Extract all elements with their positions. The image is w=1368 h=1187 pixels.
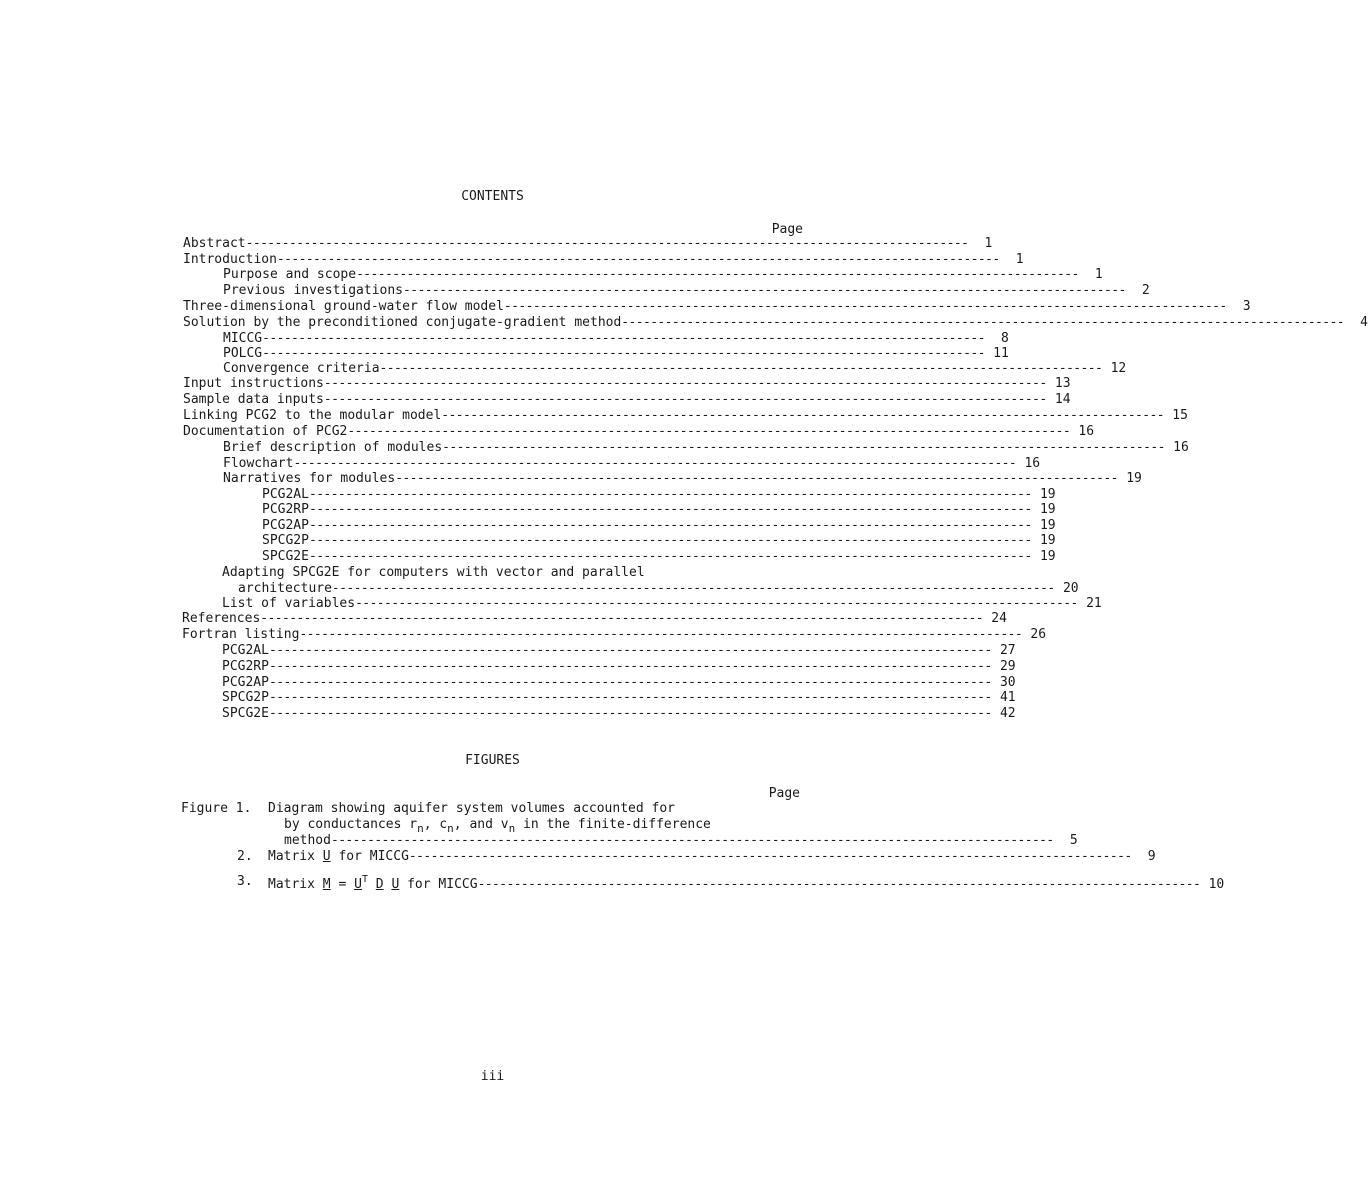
contents-heading: CONTENTS: [461, 189, 524, 204]
figure-entry-line: Matrix U for MICCG ---------------------------------------------------------------------------------------------------- 9: [268, 849, 1156, 864]
figure-entry-line: method ---------------------------------------------------------------------------------------------------- 5: [284, 833, 1078, 848]
dot-leader: ----------------------------------------------------------------------------------------------------: [262, 346, 985, 361]
figure-caption: Diagram showing aquifer system volumes accounted for: [268, 801, 675, 816]
toc-entry: Linking PCG2 to the modular model ---------------------------------------------------------------------------------------------------- 15: [183, 408, 1188, 423]
dot-leader: ----------------------------------------------------------------------------------------------------: [293, 456, 1017, 471]
dot-leader: ----------------------------------------------------------------------------------------------------: [403, 283, 1126, 298]
dot-leader: ----------------------------------------------------------------------------------------------------: [442, 440, 1165, 455]
dot-leader: ----------------------------------------------------------------------------------------------------: [356, 267, 1079, 282]
toc-entry-continued: Adapting SPCG2E for computers with vector and parallel: [222, 565, 645, 580]
toc-entry: Sample data inputs ---------------------------------------------------------------------------------------------------- 14: [183, 392, 1071, 407]
toc-entry: Input instructions ---------------------------------------------------------------------------------------------------- 13: [183, 376, 1071, 391]
toc-entry: Narratives for modules ---------------------------------------------------------------------------------------------------- 19: [223, 471, 1142, 486]
dot-leader: ----------------------------------------------------------------------------------------------------: [379, 361, 1103, 376]
toc-entry: PCG2AP ---------------------------------------------------------------------------------------------------- 19: [262, 518, 1056, 533]
dot-leader: ----------------------------------------------------------------------------------------------------: [441, 408, 1164, 423]
toc-entry: Flowchart ---------------------------------------------------------------------------------------------------- 16: [223, 456, 1041, 471]
dot-leader: ----------------------------------------------------------------------------------------------------: [395, 471, 1118, 486]
dot-leader: ----------------------------------------------------------------------------------------------------: [477, 877, 1201, 892]
figures-list: [181, 801, 1225, 901]
toc-entry: SPCG2E ---------------------------------------------------------------------------------------------------- 19: [262, 549, 1056, 564]
page-number: iii: [480, 1069, 505, 1084]
toc-entry: Abstract ---------------------------------------------------------------------------------------------------- 1: [183, 236, 993, 251]
dot-leader: ----------------------------------------------------------------------------------------------------: [330, 833, 1054, 848]
toc-entry: PCG2AL ---------------------------------------------------------------------------------------------------- 19: [262, 487, 1056, 502]
figure-number: 3.: [237, 874, 253, 889]
dot-leader: ----------------------------------------------------------------------------------------------------: [331, 581, 1055, 596]
toc-entry: Convergence criteria ---------------------------------------------------------------------------------------------------- 12: [223, 361, 1127, 376]
toc-entry: Documentation of PCG2 ---------------------------------------------------------------------------------------------------- 16: [183, 424, 1095, 439]
dot-leader: ----------------------------------------------------------------------------------------------------: [268, 643, 992, 658]
dot-leader: ----------------------------------------------------------------------------------------------------: [323, 392, 1047, 407]
toc-entry: Three-dimensional ground-water flow model ---------------------------------------------------------------------------------------------------- 3: [183, 299, 1251, 314]
toc-entry: Fortran listing ---------------------------------------------------------------------------------------------------- 26: [182, 627, 1047, 642]
dot-leader: ----------------------------------------------------------------------------------------------------: [323, 376, 1047, 391]
dot-leader: ----------------------------------------------------------------------------------------------------: [308, 533, 1032, 548]
figures-page-label: Page: [768, 786, 800, 801]
dot-leader: ----------------------------------------------------------------------------------------------------: [262, 331, 985, 346]
dot-leader: ----------------------------------------------------------------------------------------------------: [245, 236, 969, 251]
dot-leader: ----------------------------------------------------------------------------------------------------: [276, 252, 1000, 267]
dot-leader: ----------------------------------------------------------------------------------------------------: [268, 659, 992, 674]
dot-leader: ----------------------------------------------------------------------------------------------------: [308, 487, 1032, 502]
toc-entry: SPCG2P ---------------------------------------------------------------------------------------------------- 19: [262, 533, 1056, 548]
toc-entry: References ---------------------------------------------------------------------------------------------------- 24: [182, 611, 1007, 626]
toc-entry: Brief description of modules ---------------------------------------------------------------------------------------------------- 16: [223, 440, 1189, 455]
dot-leader: ----------------------------------------------------------------------------------------------------: [268, 706, 992, 721]
toc-entry: PCG2AP ---------------------------------------------------------------------------------------------------- 30: [222, 675, 1016, 690]
toc-entry: Introduction ---------------------------------------------------------------------------------------------------- 1: [183, 252, 1024, 267]
dot-leader: ----------------------------------------------------------------------------------------------------: [308, 518, 1032, 533]
figures-heading: FIGURES: [465, 753, 520, 768]
toc-entry: POLCG ---------------------------------------------------------------------------------------------------- 11: [223, 346, 1009, 361]
dot-leader: ----------------------------------------------------------------------------------------------------: [260, 611, 983, 626]
dot-leader: ----------------------------------------------------------------------------------------------------: [408, 849, 1132, 864]
figure-caption-continued: by conductances $r_n$, $c_n$, and $v_n$ in the finite-difference: [284, 817, 711, 835]
contents-page-label: Page: [771, 222, 803, 237]
dot-leader: ----------------------------------------------------------------------------------------------------: [355, 596, 1078, 611]
toc-entry: MICCG ---------------------------------------------------------------------------------------------------- 8: [223, 331, 1009, 346]
toc-entry: Solution by the preconditioned conjugate-gradient method ---------------------------------------------------------------------------------------------------- 4: [183, 315, 1368, 330]
dot-leader: ----------------------------------------------------------------------------------------------------: [308, 502, 1032, 517]
dot-leader: ----------------------------------------------------------------------------------------------------: [503, 299, 1227, 314]
toc-entry: SPCG2P ---------------------------------------------------------------------------------------------------- 41: [222, 690, 1016, 705]
toc-entry: Purpose and scope ---------------------------------------------------------------------------------------------------- 1: [223, 267, 1103, 282]
dot-leader: ----------------------------------------------------------------------------------------------------: [347, 424, 1071, 439]
toc-entry: List of variables ---------------------------------------------------------------------------------------------------- 21: [222, 596, 1102, 611]
toc-entry: SPCG2E ---------------------------------------------------------------------------------------------------- 42: [222, 706, 1016, 721]
figure-number: Figure 1.: [181, 801, 252, 816]
dot-leader: ----------------------------------------------------------------------------------------------------: [621, 315, 1344, 330]
figure-number: 2.: [237, 849, 253, 864]
toc-entry: Previous investigations ---------------------------------------------------------------------------------------------------- 2: [223, 283, 1150, 298]
dot-leader: ----------------------------------------------------------------------------------------------------: [308, 549, 1032, 564]
toc-entry: PCG2RP ---------------------------------------------------------------------------------------------------- 29: [222, 659, 1016, 674]
dot-leader: ----------------------------------------------------------------------------------------------------: [268, 690, 992, 705]
toc-entry: PCG2AL ---------------------------------------------------------------------------------------------------- 27: [222, 643, 1016, 658]
figure-entry-line: Matrix $M = U^T$ D U for MICCG ---------------------------------------------------------------------------------------------------- 10: [268, 874, 1225, 892]
dot-leader: ----------------------------------------------------------------------------------------------------: [299, 627, 1023, 642]
dot-leader: ----------------------------------------------------------------------------------------------------: [268, 675, 992, 690]
toc-entry: PCG2RP ---------------------------------------------------------------------------------------------------- 19: [262, 502, 1056, 517]
toc-entry: architecture ---------------------------------------------------------------------------------------------------- 20: [238, 581, 1079, 596]
